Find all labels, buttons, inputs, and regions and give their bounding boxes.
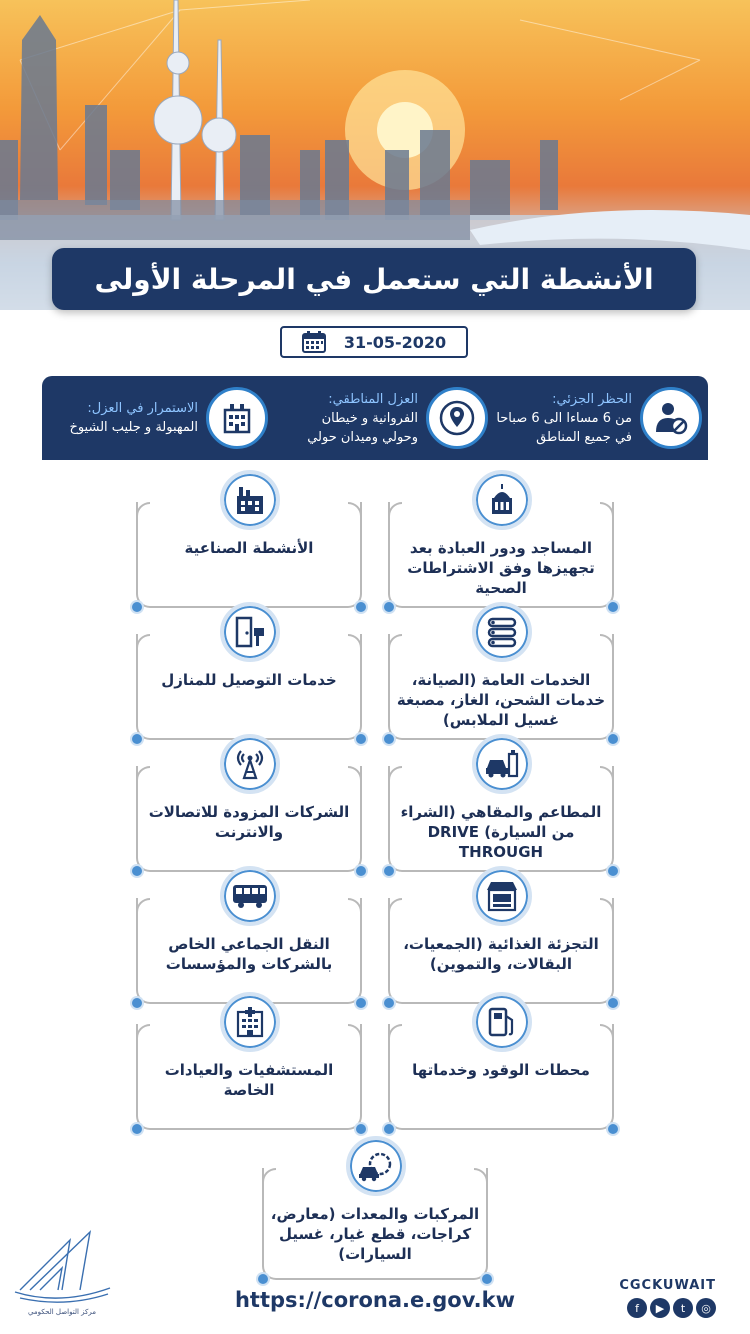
restrictions-band <box>42 376 708 460</box>
band-line: الفروانية و خيطان <box>321 410 418 426</box>
card-text: المستشفيات والعيادات الخاصة <box>164 1061 334 1099</box>
fuel-pump-icon <box>472 992 532 1052</box>
car-gear-icon <box>346 1136 406 1196</box>
date-badge <box>280 326 468 358</box>
brand-handle: CGCKUWAIT <box>619 1278 716 1293</box>
antenna-icon <box>220 734 280 794</box>
factory-icon <box>220 470 280 530</box>
logo-caption: مركز التواصل الحكومي <box>28 1308 96 1316</box>
band-line: وحولي وميدان حولي <box>307 429 418 445</box>
youtube-icon[interactable]: ▶ <box>650 1298 670 1318</box>
card-restaurants <box>388 766 614 872</box>
hospital-icon <box>220 992 280 1052</box>
drive-through-icon <box>472 734 532 794</box>
card-text: التجزئة الغذائية (الجمعيات، البقالات، والتموين) <box>403 935 599 973</box>
card-public-services <box>388 634 614 740</box>
delivery-door-icon <box>220 602 280 662</box>
band-head: العزل المناطقي: <box>328 391 418 407</box>
card-text: الشركات المزودة للاتصالات والانترنت <box>148 803 350 841</box>
card-vehicles <box>262 1168 488 1280</box>
card-text: خدمات التوصيل للمنازل <box>161 671 337 689</box>
page-title: الأنشطة التي ستعمل في المرحلة الأولى <box>52 248 696 310</box>
building-isolation-icon <box>206 387 268 449</box>
card-fuel-stations <box>388 1024 614 1130</box>
band-line: المهبولة و جليب الشيوخ <box>69 420 198 435</box>
social-icons <box>627 1298 716 1318</box>
twitter-icon[interactable]: t <box>673 1298 693 1318</box>
card-text: الأنشطة الصناعية <box>184 539 314 557</box>
services-list-icon <box>472 602 532 662</box>
card-text: الخدمات العامة (الصيانة، خدمات الشحن، الغاز، مصبغة غسيل الملابس) <box>396 671 606 729</box>
bus-icon <box>220 866 280 926</box>
band-line: من 6 مساءا الى 6 صباحا <box>496 410 632 426</box>
card-hospitals <box>136 1024 362 1130</box>
calendar-icon <box>302 331 326 353</box>
band-head: الحظر الجزئي: <box>552 391 632 407</box>
card-text: المطاعم والمقاهي (الشراء من السيارة) DRIVE THROUGH <box>400 803 602 861</box>
band-line: في جميع المناطق <box>536 429 632 445</box>
card-text: المساجد ودور العبادة بعد تجهيزها وفق الاشتراطات الصحية <box>407 539 595 597</box>
band-continued-isolation <box>48 382 268 454</box>
band-head: الاستمرار في العزل: <box>87 401 198 416</box>
band-partial-curfew <box>482 382 702 454</box>
date-text: 31-05-2020 <box>343 332 447 352</box>
card-home-delivery <box>136 634 362 740</box>
card-text: النقل الجماعي الخاص بالشركات والمؤسسات <box>165 935 333 973</box>
card-private-transport <box>136 898 362 1004</box>
card-text: المركبات والمعدات (معارض، كراجات، قطع غيار، غسيل السيارات) <box>270 1205 480 1263</box>
band-area-isolation <box>268 382 488 454</box>
instagram-icon[interactable]: ◎ <box>696 1298 716 1318</box>
facebook-icon[interactable]: f <box>627 1298 647 1318</box>
card-food-retail <box>388 898 614 1004</box>
mosque-icon <box>472 470 532 530</box>
card-mosques <box>388 502 614 608</box>
card-text: محطات الوقود وخدماتها <box>412 1061 590 1079</box>
grocery-store-icon <box>472 866 532 926</box>
person-block-icon <box>640 387 702 449</box>
card-telecom <box>136 766 362 872</box>
card-industrial <box>136 502 362 608</box>
map-pin-icon <box>426 387 488 449</box>
website-link[interactable]: https://corona.e.gov.kw <box>234 1288 516 1312</box>
